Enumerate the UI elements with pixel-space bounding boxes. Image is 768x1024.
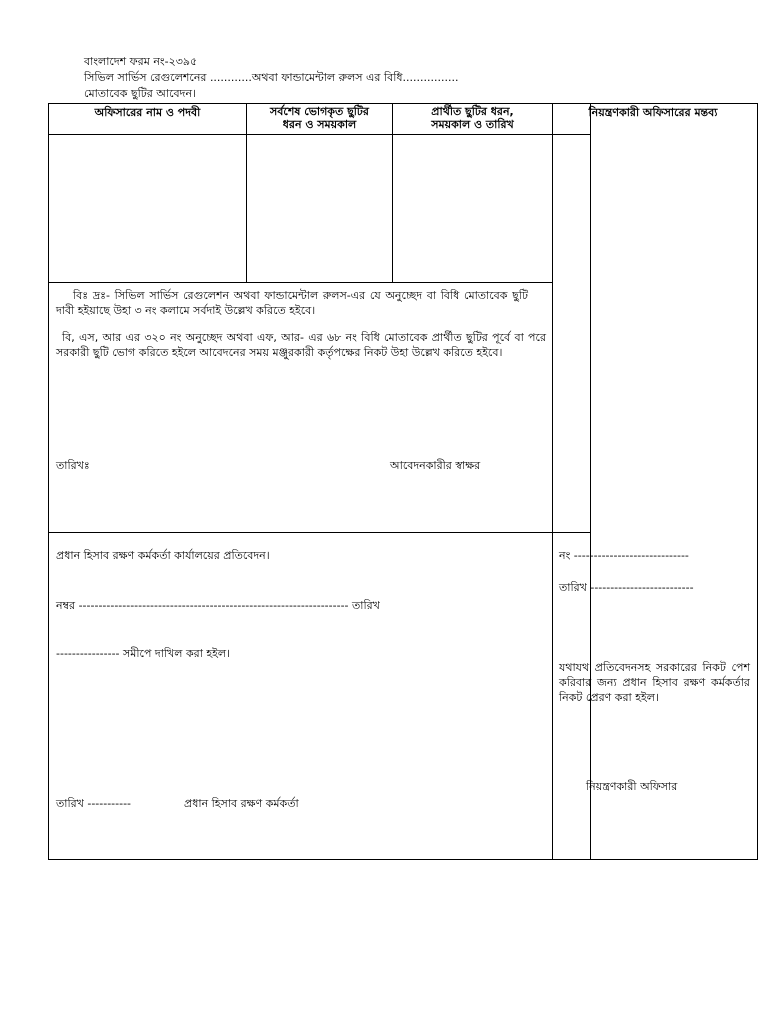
form-number: বাংলাদেশ ফরম নং-২৩৯৫: [84, 55, 198, 68]
entry-row-divider: [48, 282, 553, 283]
column-header-requested-leave: [393, 105, 552, 131]
column-header-controller-comment-text: নিয়ন্ত্রণকারী অফিসারের মন্তব্য: [588, 106, 718, 119]
accounts-officer-label: প্রধান হিসাব রক্ষণ কর্মকর্তা: [184, 797, 299, 810]
note-public-holiday: বি, এস, আর এর ৩২০ নং অনুচ্ছেদ অথবা এফ, আর- এর ৬৮ নং বিধি মোতাবেক প্রার্থীত ছুটির পূর্বে বা পরে সরকারী ছুটি ভোগ করিতে হইলে আবেদনের সময় মঞ্জুরকারী কর্তৃপক্ষের নিকট উহা উল্লেখ করিতে হইবে।: [56, 331, 546, 359]
last-leave-entry-cell[interactable]: [247, 135, 392, 282]
column-header-last-leave: [247, 105, 392, 131]
applicant-signature-label: আবেদনকারীর স্বাক্ষর: [390, 459, 481, 472]
column-header-requested-leave-line1: প্রার্থীত ছুটির ধরন,: [431, 105, 514, 118]
accounts-report-title: প্রধান হিসাব রক্ষণ কর্মকর্তা কার্যালয়ের প্রতিবেদন।: [56, 549, 270, 562]
column-header-officer-name: [49, 106, 246, 119]
accounts-number-date-line: নম্বর -------------------------------------------------------------------- তারিখ: [56, 599, 380, 612]
column-header-requested-leave-line2: সময়কাল ও তারিখ: [431, 118, 514, 131]
controller-number-line: নং -----------------------------: [559, 549, 689, 562]
accounts-date-line: তারিখ -----------: [56, 797, 132, 810]
rule-reference: সিভিল সার্ভিস রেগুলেশনের ............অথবা ফান্ডামেন্টাল রুলস এর বিধি................: [84, 71, 459, 84]
note-article-reference: বিঃ দ্রঃ- সিভিল সার্ভিস রেগুলেশন অথবা ফান্ডামেন্টাল রুলস-এর যে অনুচ্ছেদ বা বিধি মোতাবেক ছুটি দাবী হইয়াছে উহা ৩ নং কলামে সর্বদাই উল্লেখ করিতে হইবে।: [56, 289, 528, 317]
column-header-last-leave-line1: সর্বশেষ ভোগকৃত ছুটির: [270, 105, 369, 118]
column-header-officer-name-text: অফিসারের নাম ও পদবী: [94, 106, 201, 119]
controller-officer-label: নিয়ন্ত্রণকারী অফিসার: [586, 780, 678, 793]
officer-name-entry-cell[interactable]: [49, 135, 246, 282]
form-title: মোতাবেক ছুটির আবেদন।: [84, 87, 196, 100]
controller-comment-entry-cell[interactable]: [553, 135, 757, 532]
controller-forward-text: যথাযথ প্রতিবেদনসহ সরকারের নিকট পেশ করিবার জন্য প্রধান হিসাব রক্ষণ কর্মকর্তার নিকট প্রেরণ করা হইল।: [559, 661, 750, 704]
column-header-last-leave-line2: ধরন ও সময়কাল: [282, 118, 357, 131]
controller-date-line: তারিখ --------------------------: [559, 581, 694, 594]
accounts-submitted-line: ---------------- সমীপে দাখিল করা হইল।: [56, 647, 231, 660]
applicant-date-label: তারিখঃ: [56, 459, 90, 472]
section-divider: [48, 532, 591, 533]
requested-leave-entry-cell[interactable]: [393, 135, 552, 282]
